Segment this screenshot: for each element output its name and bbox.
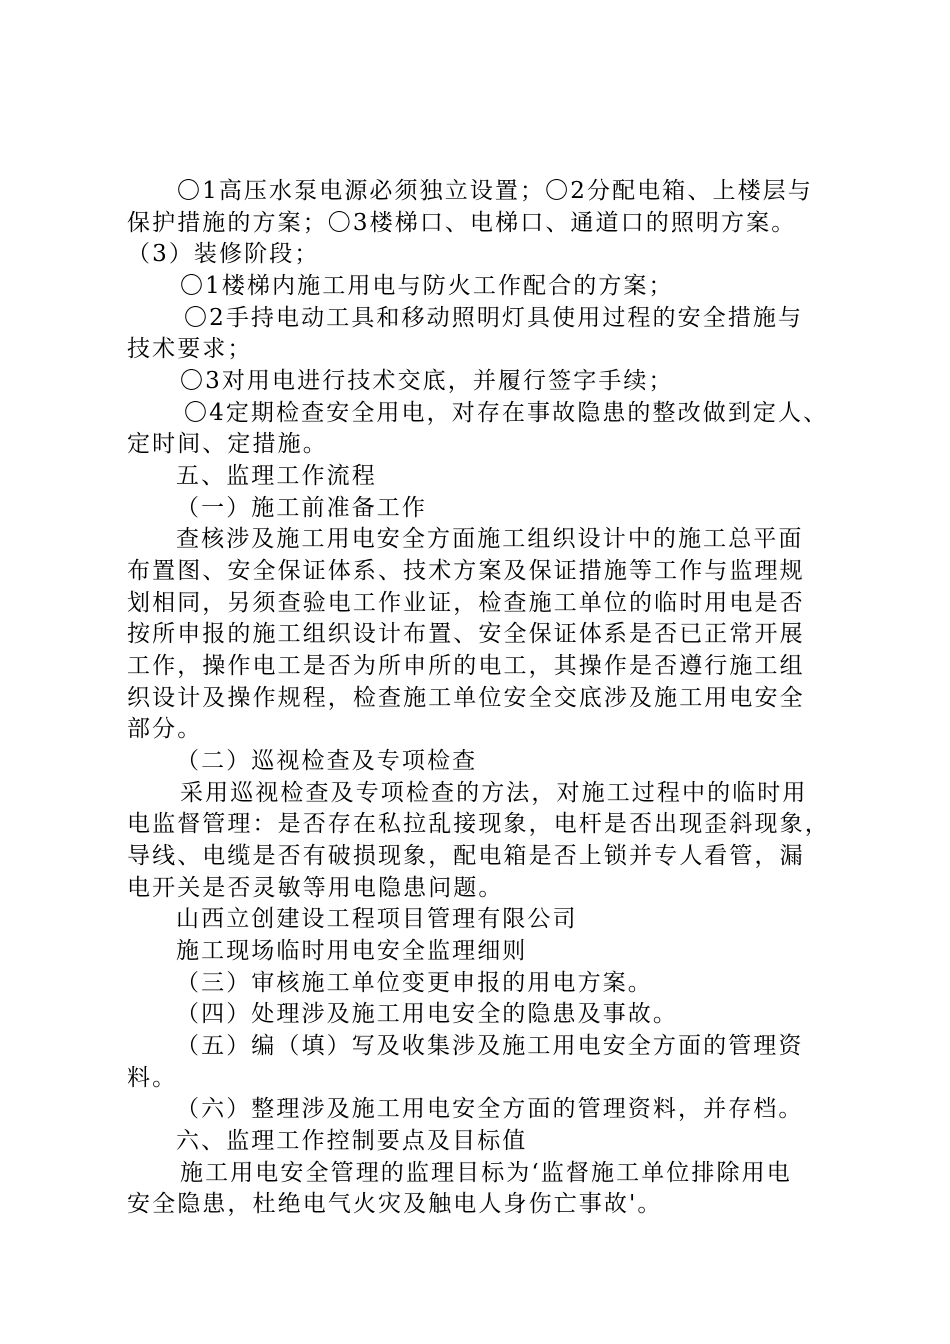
paragraph-line: 定时间、定措施。	[127, 431, 328, 457]
paragraph-line: 导线、电缆是否有破损现象，配电箱是否上锁并专人看管，漏	[127, 843, 805, 869]
paragraph-line: 〇1高压水泵电源必须独立设置；〇2分配电箱、上楼层与	[177, 178, 813, 204]
paragraph-line: 电开关是否灵敏等用电隐患问题。	[127, 875, 504, 901]
subsection-heading: （四）处理涉及施工用电安全的隐患及事故。	[176, 1001, 678, 1027]
paragraph-line: 技术要求；	[127, 336, 253, 362]
subsection-heading: （五）编（填）写及收集涉及施工用电安全方面的管理资	[176, 1033, 804, 1059]
paragraph-line: 按所申报的施工组织设计布置、安全保证体系是否已正常开展	[127, 621, 805, 647]
company-name: 山西立创建设工程项目管理有限公司	[176, 906, 578, 932]
paragraph-line: 划相同，另须查验电工作业证，检查施工单位的临时用电是否	[127, 590, 805, 616]
section-heading: （3）装修阶段；	[127, 241, 320, 267]
section-heading: 六、监理工作控制要点及目标值	[176, 1128, 528, 1154]
paragraph-line: 布置图、安全保证体系、技术方案及保证措施等工作与监理规	[127, 558, 805, 584]
paragraph-line: 采用巡视检查及专项检查的方法，对施工过程中的临时用	[180, 780, 808, 806]
paragraph-line: 工作，操作电工是否为所申所的电工，其操作是否遵行施工组	[127, 653, 805, 679]
paragraph-line: 电监督管理：是否存在私拉乱接现象，电杆是否出现歪斜现象，	[127, 811, 830, 837]
paragraph-line: 织设计及操作规程，检查施工单位安全交底涉及施工用电安全	[127, 685, 805, 711]
paragraph-line: 料。	[127, 1065, 178, 1091]
subsection-heading: （六）整理涉及施工用电安全方面的管理资料，并存档。	[176, 1096, 804, 1122]
paragraph-line: 查核涉及施工用电安全方面施工组织设计中的施工总平面	[176, 526, 804, 552]
subsection-heading: （一）施工前准备工作	[176, 495, 427, 521]
section-heading: 五、监理工作流程	[176, 463, 377, 489]
paragraph-line: 〇2手持电动工具和移动照明灯具使用过程的安全措施与	[184, 305, 804, 331]
paragraph-line: 部分。	[127, 716, 203, 742]
paragraph-line: 〇1楼梯内施工用电与防火工作配合的方案；	[180, 273, 674, 299]
subsection-heading: （三）审核施工单位变更申报的用电方案。	[176, 970, 653, 996]
paragraph-line: 〇3对用电进行技术交底，并履行签字手续；	[180, 368, 674, 394]
paragraph-line: 〇4定期检查安全用电，对存在事故隐患的整改做到定人、	[184, 400, 829, 426]
subsection-heading: （二）巡视检查及专项检查	[176, 748, 478, 774]
paragraph-line: 保护措施的方案；〇3楼梯口、电梯口、通道口的照明方案。	[127, 210, 797, 236]
paragraph-line: 安全隐患，杜绝电气火灾及触电人身伤亡事故'。	[127, 1191, 663, 1217]
document-title: 施工现场临时用电安全监理细则	[176, 938, 528, 964]
paragraph-line: 施工用电安全管理的监理目标为‘监督施工单位排除用电	[180, 1160, 792, 1186]
